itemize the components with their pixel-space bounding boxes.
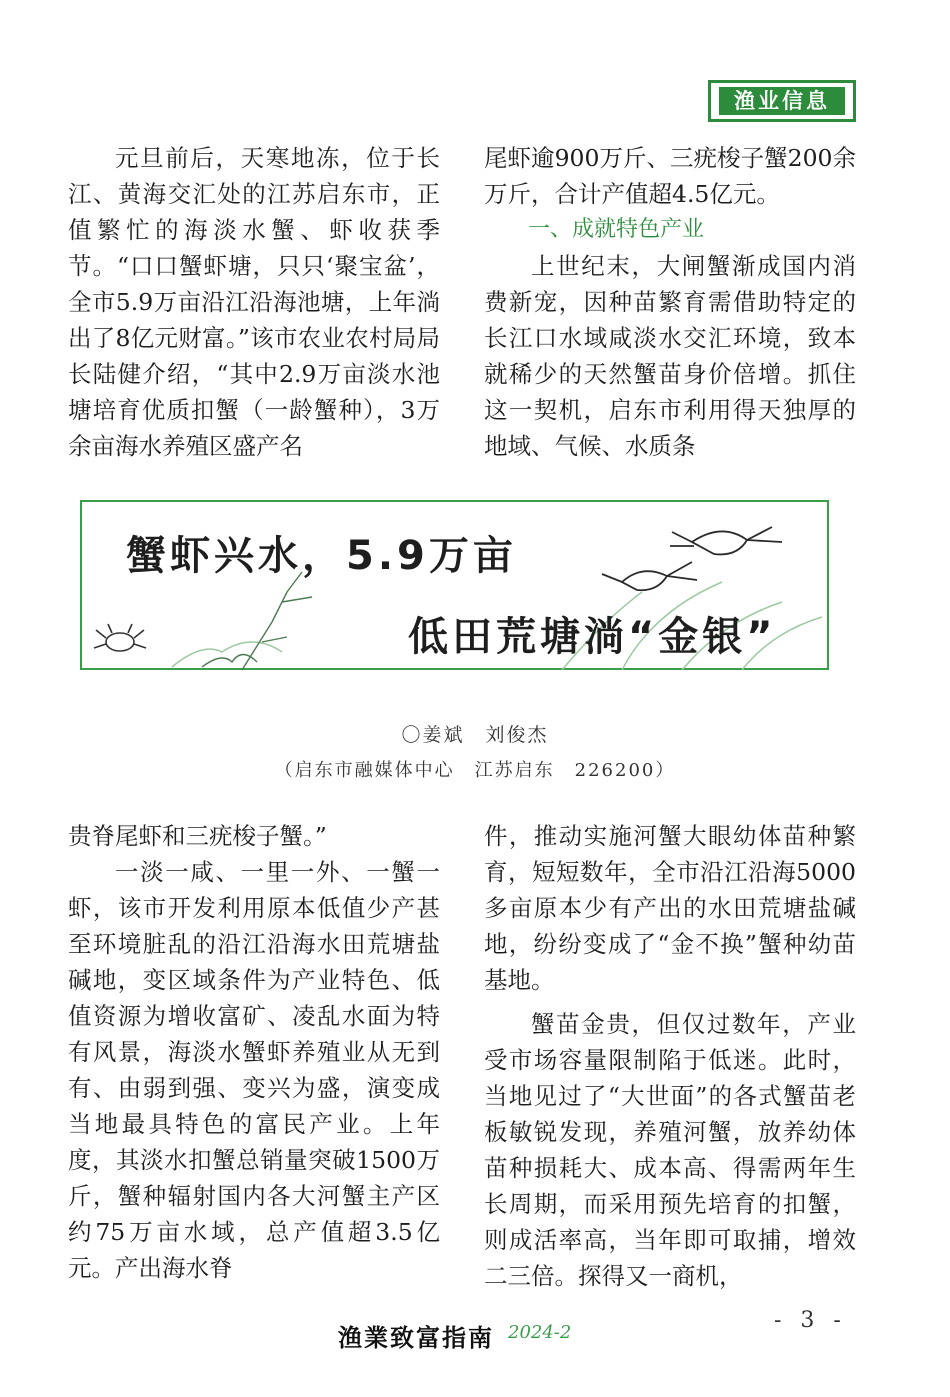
bottom-right-lead: 件，推动实施河蟹大眼幼体苗种繁育，短短数年，全市沿江沿海5000多亩原本少有产出的水田荒塘盐碱地，纷纷变成了“金不换”蟹种幼苗基地。 xyxy=(484,822,856,994)
bottom-right-paragraph: 蟹苗金贵，但仅过数年，产业受市场容量限制陷于低迷。此时，当地见过了“大世面”的各式蟹苗老板敏锐发现，养殖河蟹，放养幼体苗种损耗大、成本高、得需两年生长周期，而采用预先培育的扣蟹，则成活率高，当年即可取捕，增效二三倍。探得又一商机， xyxy=(484,1010,856,1290)
top-left-paragraph: 元旦前后，天寒地冻，位于长江、黄海交汇处的江苏启东市，正值繁忙的海淡水蟹、虾收获季节。“口口蟹虾塘，只只‘聚宝盆’，全市5.9万亩沿江沿海池塘，上年淌出了8亿元财富。”该市农业农村局局长陆健介绍，“其中2.9万亩淡水池塘培育优质扣蟹（一龄蟹种），3万余亩海水养殖区盛产名 xyxy=(68,144,440,460)
top-right-lead: 尾虾逾900万斤、三疣梭子蟹200余万斤，合计产值超4.5亿元。 xyxy=(484,144,856,208)
bottom-left-column xyxy=(68,818,440,1286)
bottom-right-column xyxy=(484,818,856,1294)
article-title-line-1: 蟹虾兴水，5.9万亩 xyxy=(126,533,517,579)
crab-icon xyxy=(94,624,146,651)
article-title-line-2: 低田荒塘淌“金银” xyxy=(408,614,777,660)
magazine-title: 渔業致富指南 xyxy=(338,1323,494,1352)
issue-number: 2024-2 xyxy=(508,1322,572,1343)
top-right-column xyxy=(484,140,856,464)
bottom-left-lead: 贵脊尾虾和三疣梭子蟹。” xyxy=(68,822,327,850)
byline-authors: 〇姜斌 刘俊杰 xyxy=(401,724,549,746)
shrimp-icon xyxy=(602,527,782,590)
top-right-paragraph: 上世纪末，大闸蟹渐成国内消费新宠，因种苗繁育需借助特定的长江口水域咸淡水交汇环境，致本就稀少的天然蟹苗身价倍增。抓住这一契机，启东市利用得天独厚的地域、气候、水质条 xyxy=(484,252,856,460)
byline-affiliation: （启东市融媒体中心 江苏启东 226200） xyxy=(274,760,676,781)
page-number: - 3 - xyxy=(774,1308,847,1333)
top-left-column xyxy=(68,140,440,464)
section-heading: 一、成就特色产业 xyxy=(528,217,705,242)
section-tag xyxy=(708,80,856,122)
section-tag-label: 渔业信息 xyxy=(719,87,845,115)
bottom-left-paragraph: 一淡一咸、一里一外、一蟹一虾，该市开发利用原本低值少产甚至环境脏乱的沿江沿海水田荒塘盐碱地，变区域条件为产业特色、低值资源为增收富矿、凌乱水面为特有风景，海淡水蟹虾养殖业从无到有、由弱到强、变兴为盛，演变成当地最具特色的富民产业。上年度，其淡水扣蟹总销量突破1500万斤，蟹种辐射国内各大河蟹主产区约75万亩水域，总产值超3.5亿元。产出海水脊 xyxy=(68,858,440,1282)
article-title-banner xyxy=(80,500,829,670)
